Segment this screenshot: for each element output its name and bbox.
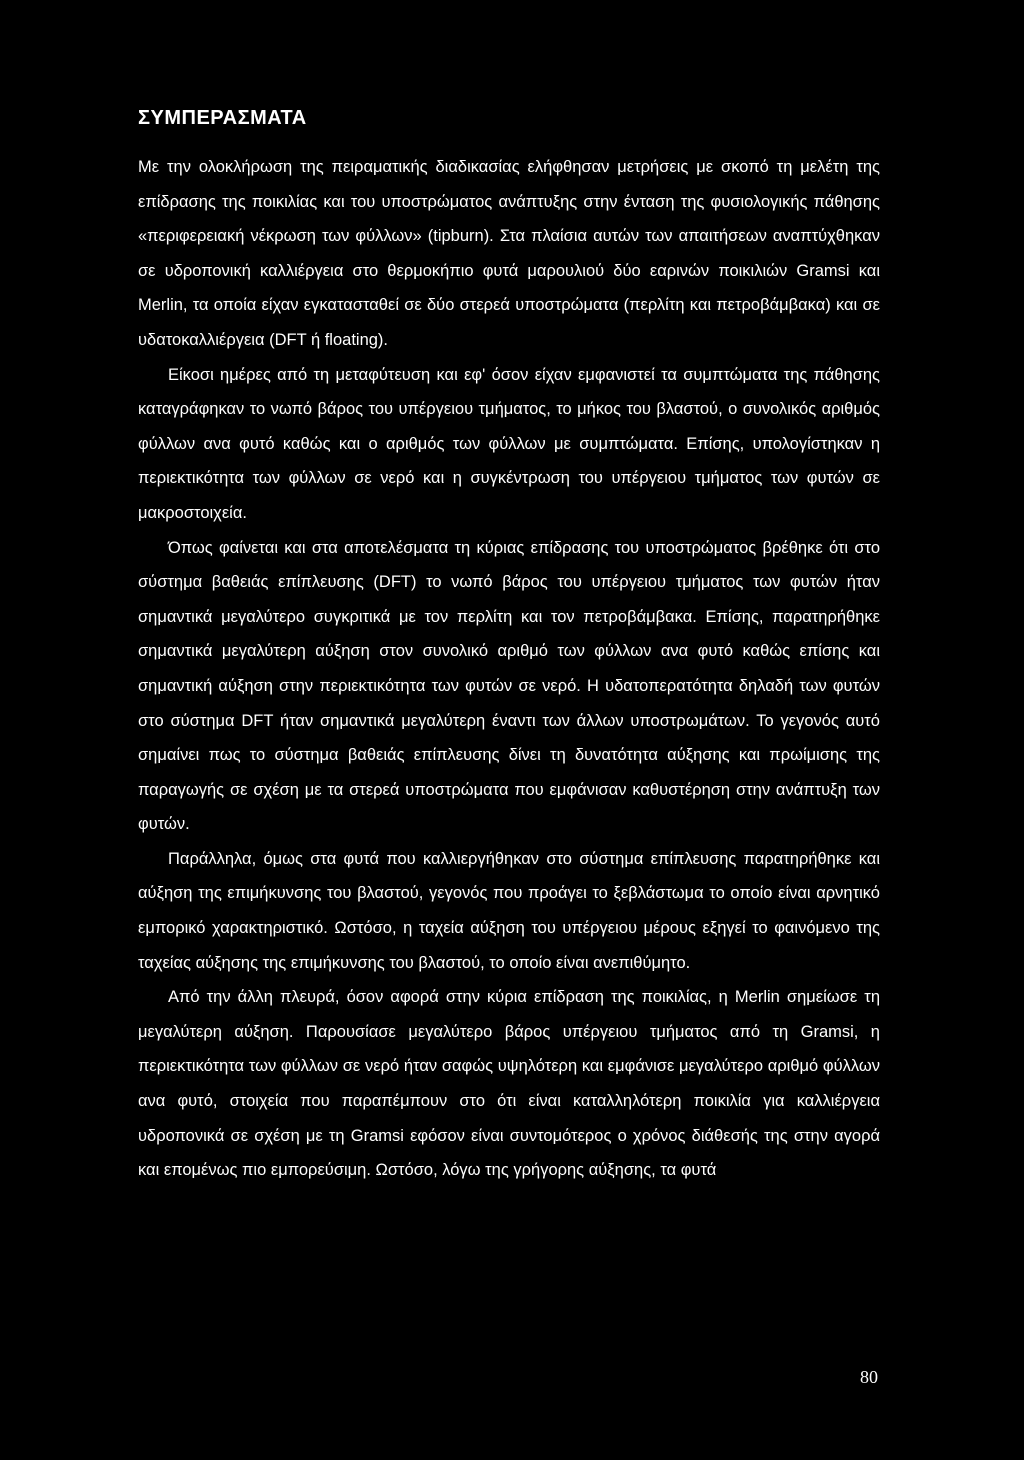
paragraph-introduction: Με την ολοκλήρωση της πειραματικής διαδικασίας ελήφθησαν μετρήσεις με σκοπό τη μελέτη της επίδρασης της ποικιλίας και του υποστρώματος ανάπτυξης στην ένταση της φυσιολογικής πάθησης «περιφερειακή νέκρωση των φύλλων» (tipburn). Στα πλαίσια αυτών των απαιτήσεων αναπτύχθηκαν σε υδροπονική καλλιέργεια στο θερμοκήπιο φυτά μαρουλιού δύο εαρινών ποικιλιών Gramsi και Merlin, τα οποία είχαν εγκατασταθεί σε δύο στερεά υποστρώματα (περλίτη και πετροβάμβακα) και σε υδατοκαλλιέργεια (DFT ή floating). — [138, 158, 880, 349]
body-text — [138, 150, 880, 1188]
section-heading: ΣΥΜΠΕΡΑΣΜΑΤΑ — [138, 107, 307, 129]
paragraph-substrate-results: Όπως φαίνεται και στα αποτελέσματα τη κύριας επίδρασης του υποστρώματος βρέθηκε ότι στο σύστημα βαθειάς επίπλευσης (DFT) το νωπό βάρος του υπέργειου τμήματος των φυτών ήταν σημαντικά μεγαλύτερο συγκριτικά με τον περλίτη και τον πετροβάμβακα. Επίσης, παρατηρήθηκε σημαντικά μεγαλύτερη αύξηση στον συνολικό αριθμό των φύλλων ανα φυτό καθώς επίσης και σημαντική αύξηση στην περιεκτικότητα των φυτών σε νερό. Η υδατοπερατότητα δηλαδή των φυτών στο σύστημα DFT ήταν σημαντικά μεγαλύτερη έναντι των άλλων υποστρωμάτων. Το γεγονός αυτό σημαίνει πως το σύστημα βαθειάς επίπλευσης δίνει τη δυνατότητα αύξησης και πρωίμισης της παραγωγής σε σχέση με τα στερεά υποστρώματα που εμφάνισαν καθυστέρηση στην ανάπτυξη των φυτών. — [138, 538, 880, 834]
paragraph-variety-effect: Από την άλλη πλευρά, όσον αφορά στην κύρια επίδραση της ποικιλίας, η Merlin σημείωσε τη μεγαλύτερη αύξηση. Παρουσίασε μεγαλύτερο βάρος υπέργειου τμήματος από τη Gramsi, η περιεκτικότητα των φύλλων σε νερό ήταν σαφώς υψηλότερη και εμφάνισε μεγαλύτερο αριθμό φύλλων ανα φυτό, στοιχεία που παραπέμπουν στο ότι είναι καταλληλότερη ποικιλία για καλλιέργεια υδροπονικά σε σχέση με τη Gramsi εφόσον είναι συντομότερος ο χρόνος διάθεσής της στην αγορά και επομένως πιο εμπορεύσιμη. Ωστόσο, λόγω της γρήγορης αύξησης, τα φυτά — [138, 988, 880, 1180]
paragraph-stem-elongation: Παράλληλα, όμως στα φυτά που καλλιεργήθηκαν στο σύστημα επίπλευσης παρατηρήθηκε και αύξηση της επιμήκυνσης του βλαστού, γεγονός που προάγει το ξεβλάστωμα το οποίο είναι αρνητικό εμπορικό χαρακτηριστικό. Ωστόσο, η ταχεία αύξηση του υπέργειου μέρους εξηγεί το φαινόμενο της ταχείας αύξησης της επιμήκυνσης του βλαστού, το οποίο είναι ανεπιθύμητο. — [138, 849, 880, 972]
paragraph-measurements: Είκοσι ημέρες από τη μεταφύτευση και εφ' όσον είχαν εμφανιστεί τα συμπτώματα της πάθησης καταγράφηκαν το νωπό βάρος του υπέργειου τμήματος, το μήκος του βλαστού, ο συνολικός αριθμός φύλλων ανα φυτό καθώς και ο αριθμός των φύλλων με συμπτώματα. Επίσης, υπολογίστηκαν η περιεκτικότητα των φύλλων σε νερό και η συγκέντρωση του υπέργειου τμήματος των φυτών σε μακροστοιχεία. — [138, 365, 880, 522]
page-number: 80 — [860, 1367, 878, 1387]
